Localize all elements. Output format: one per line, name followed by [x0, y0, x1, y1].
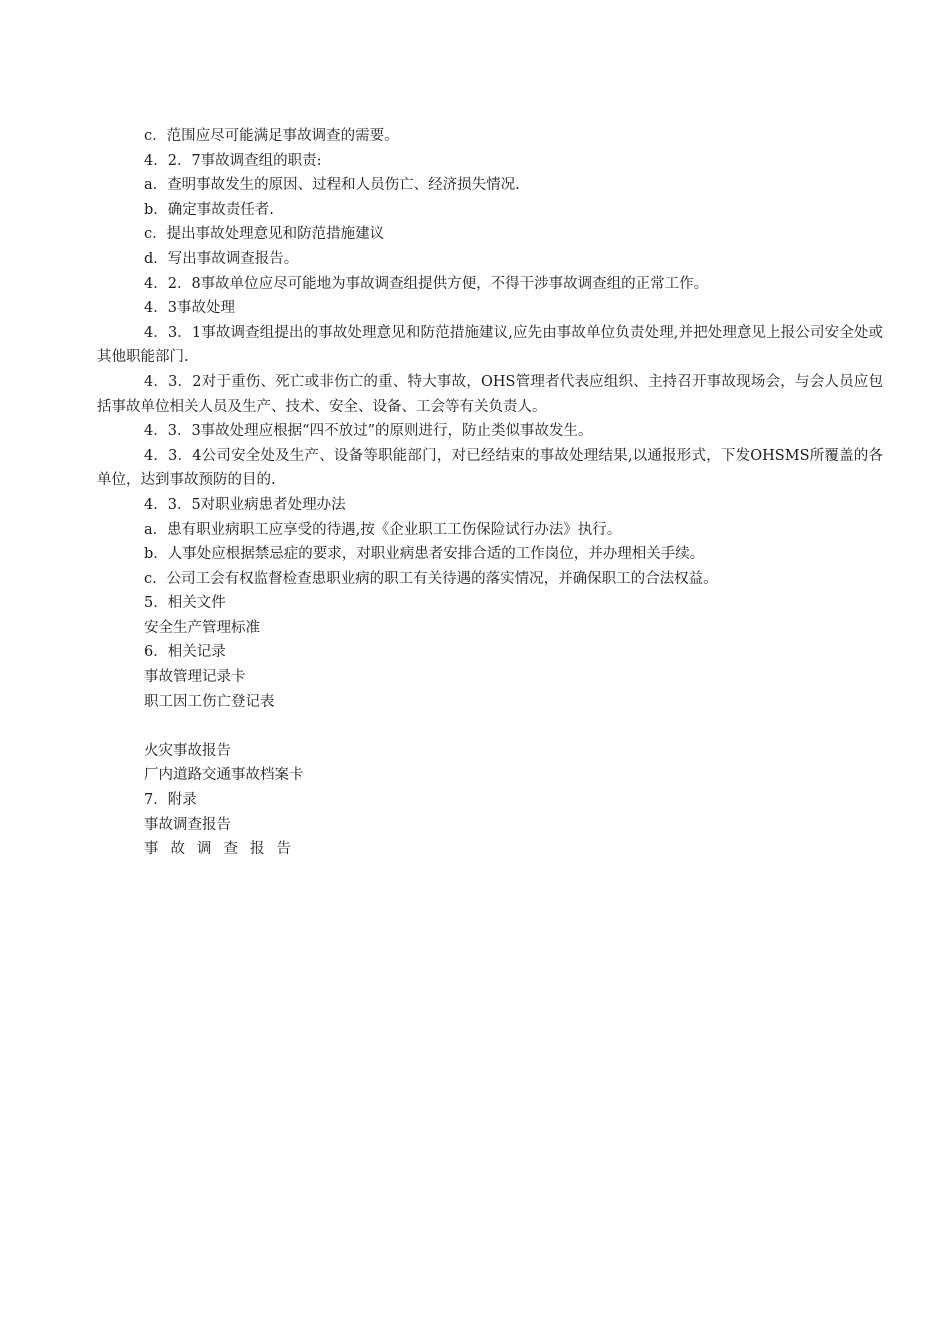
list-item: c．提出事故处理意见和防范措施建议 [144, 226, 385, 243]
blank-line [97, 714, 883, 739]
paragraph: 4．3．2对于重伤、死亡或非伤亡的重、特大事故，OHS管理者代表应组织、主持召开事故现场会，与会人员应包括事故单位相关人员及生产、技术、安全、设备、工会等有关负责人。 [97, 373, 883, 415]
report-title: 事故调查报告 [144, 841, 303, 858]
document-body [97, 124, 883, 862]
list-item: 事故管理记录卡 [144, 669, 246, 686]
paragraph: 4．2．8事故单位应尽可能地为事故调查组提供方便，不得干涉事故调查组的正常工作。 [144, 275, 709, 292]
list-item: 厂内道路交通事故档案卡 [144, 767, 304, 784]
paragraph: 4．3．4公司安全处及生产、设备等职能部门，对已经结束的事故处理结果,以通报形式，下发OHSMS所覆盖的各单位，达到事故预防的目的. [97, 447, 883, 489]
list-item: 事故调查报告 [144, 816, 231, 833]
list-item: d．写出事故调查报告。 [144, 250, 299, 267]
paragraph: 4．3．1事故调查组提出的事故处理意见和防范措施建议,应先由事故单位负责处理,并把处理意见上报公司安全处或其他职能部门. [97, 324, 883, 366]
list-item: 火灾事故报告 [144, 742, 231, 759]
section-heading: 7．附录 [144, 792, 197, 809]
paragraph: 4．3．3事故处理应根据“四不放过”的原则进行，防止类似事故发生。 [144, 423, 593, 440]
list-item: b．确定事故责任者. [144, 201, 274, 218]
list-item: a．患有职业病职工应享受的待遇,按《企业职工工伤保险试行办法》执行。 [144, 521, 622, 538]
list-item: b．人事处应根据禁忌症的要求，对职业病患者安排合适的工作岗位，并办理相关手续。 [144, 546, 705, 563]
section-heading: 4．3事故处理 [144, 300, 235, 317]
section-heading: 4．3．5对职业病患者处理办法 [144, 496, 346, 513]
list-item: 安全生产管理标准 [144, 619, 260, 636]
section-heading: 5．相关文件 [144, 595, 226, 612]
section-heading: 6．相关记录 [144, 644, 226, 661]
list-item: c．公司工会有权监督检查患职业病的职工有关待遇的落实情况，并确保职工的合法权益。 [144, 570, 718, 587]
list-item: 职工因工伤亡登记表 [144, 693, 275, 710]
list-item: c．范围应尽可能满足事故调查的需要。 [144, 128, 399, 144]
list-item: a．查明事故发生的原因、过程和人员伤亡、经济损失情况. [144, 177, 520, 194]
section-heading: 4．2．7事故调查组的职责: [144, 152, 322, 169]
